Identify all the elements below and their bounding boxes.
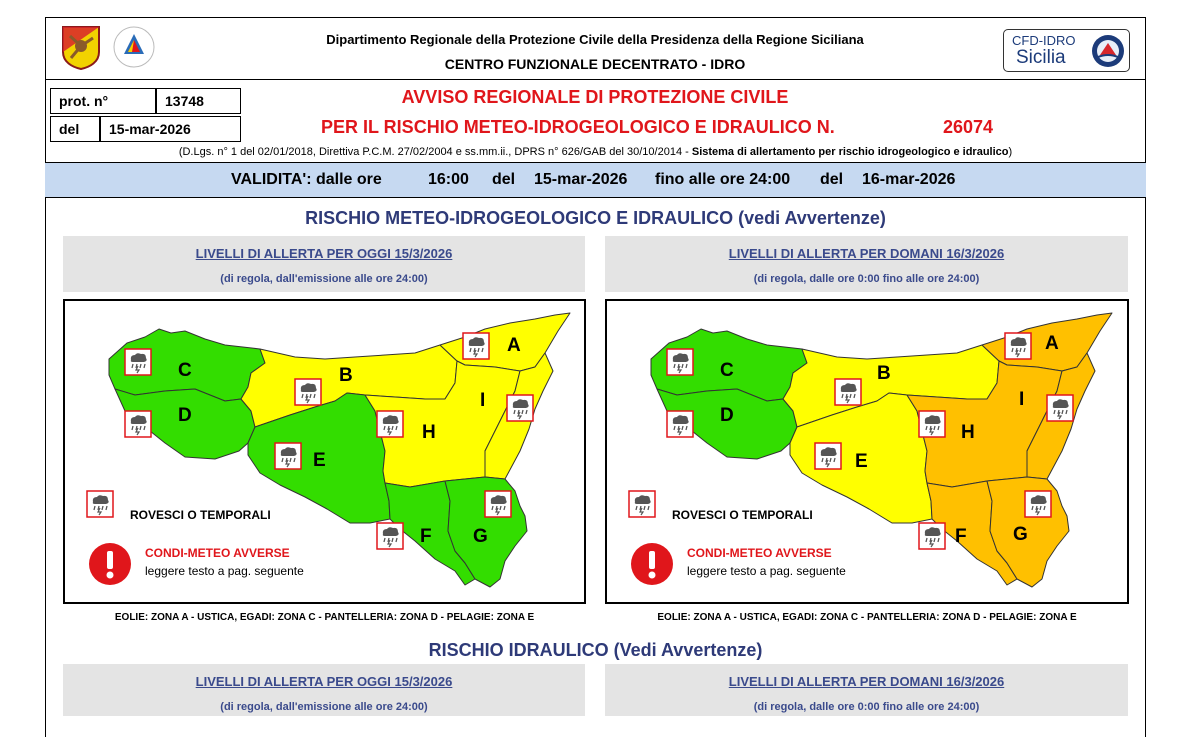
tomorrow-header-sub: (di regola, dalle ore 0:00 fino alle ore 24:00) [753,273,980,285]
date-value-cell [100,116,241,142]
storm-icon [377,411,403,437]
today-header-title: LIVELLI DI ALLERTA PER OGGI 15/3/2026 [195,246,453,261]
storm-icon [295,379,321,405]
law-reference-text: (D.Lgs. n° 1 del 02/01/2018, Direttiva P.C.M. 27/02/2004 e ss.mm.ii., DPRS n° 626/GAB del 30/10/2014 - [178,146,692,158]
zone-label-g-today: G [473,526,488,547]
center-name: CENTRO FUNZIONALE DECENTRATO - IDRO [444,56,746,72]
legend-storms-tomorrow: ROVESCI O TEMPORALI [672,508,813,522]
storm-icon [507,395,533,421]
storm-icon [463,333,489,359]
title-line2: PER IL RISCHIO METEO-IDROGEOLOGICO E IDRAULICO N. [321,117,835,137]
storm-icon [835,379,861,405]
legend-adverse-sub-today: leggere testo a pag. seguente [145,564,304,578]
storm-icon [1047,395,1073,421]
badge-top-text: CFD-IDRO [1012,33,1076,48]
validity-del2: del [820,171,844,188]
prot-label: prot. n° [59,93,109,109]
section1-title: RISCHIO METEO-IDROGEOLOGICO E IDRAULICO (vedi Avvertenze) [305,208,886,228]
legend-adverse-title-tomorrow: CONDI-METEO AVVERSE [687,546,832,560]
storm-icon [485,491,511,517]
zone-label-f-tomorrow: F [955,526,967,547]
protezione-civile-logo [108,24,160,70]
map-tomorrow [605,299,1129,604]
storm-icon [125,411,151,437]
zone-label-i-tomorrow: I [1019,389,1025,410]
hydraulic-tomorrow-header-box [605,664,1128,716]
zone-label-h-today: H [422,422,436,443]
storm-icon [1025,491,1051,517]
zone-label-f-today: F [420,526,432,547]
title-line1: AVVISO REGIONALE DI PROTEZIONE CIVILE [401,87,789,107]
hydraulic-today-sub: (di regola, dall'emissione alle ore 24:00) [220,701,428,713]
zone-label-c-today: C [178,360,192,381]
hydraulic-today-title: LIVELLI DI ALLERTA PER OGGI 15/3/2026 [195,674,453,689]
prot-label-cell [50,88,156,114]
validity-del1: del [492,171,516,188]
legend-storm-icon [629,491,655,517]
zone-label-d-today: D [178,405,192,426]
date-label-cell [50,116,100,142]
legend-storm-icon [87,491,113,517]
tomorrow-header-title: LIVELLI DI ALLERTA PER DOMANI 16/3/2026 [728,246,1005,261]
zone-label-e-tomorrow: E [855,451,868,472]
hydraulic-tomorrow-sub: (di regola, dalle ore 0:00 fino alle ore 24:00) [753,701,980,713]
sicily-map-tomorrow [607,301,1127,602]
law-reference-bold: Sistema di allertamento per rischio idrogeologico e idraulico [691,146,1009,158]
date-label: del [59,121,80,137]
today-header-box [63,236,585,292]
cfd-emblem-icon [1090,33,1126,69]
zone-label-h-tomorrow: H [961,422,975,443]
zone-label-d-tomorrow: D [720,405,734,426]
storm-icon [667,349,693,375]
prot-value: 13748 [165,93,204,109]
islands-note-today: EOLIE: ZONA A - USTICA, EGADI: ZONA C - PANTELLERIA: ZONA D - PELAGIE: ZONA E [114,612,535,623]
law-reference [45,146,1146,158]
storm-icon [377,523,403,549]
legend-storms-today: ROVESCI O TEMPORALI [130,508,271,522]
storm-icon [815,443,841,469]
hydraulic-today-header-box [63,664,585,716]
law-reference-end: ) [1008,146,1013,158]
prot-value-cell [156,88,241,114]
section2-title: RISCHIO IDRAULICO (Vedi Avvertenze) [428,640,763,660]
tomorrow-header-box [605,236,1128,292]
zone-label-b-tomorrow: B [877,363,891,384]
zone-label-a-today: A [507,335,521,356]
zone-label-c-tomorrow: C [720,360,734,381]
validity-bar [45,162,1146,198]
sicily-region-logo [60,24,102,70]
zone-label-g-tomorrow: G [1013,524,1028,545]
islands-note-tomorrow: EOLIE: ZONA A - USTICA, EGADI: ZONA C - PANTELLERIA: ZONA D - PELAGIE: ZONA E [657,612,1077,623]
date-value: 15-mar-2026 [109,121,191,137]
storm-icon [275,443,301,469]
validity-label: VALIDITA': dalle ore [231,171,382,188]
storm-icon [667,411,693,437]
validity-from-date: 15-mar-2026 [534,171,628,188]
adverse-conditions-icon [89,543,131,585]
zone-label-b-today: B [339,365,353,386]
cfd-idro-badge [1003,29,1130,72]
zone-label-i-today: I [480,390,486,411]
badge-bottom-text: Sicilia [1016,47,1066,68]
legend-adverse-sub-tomorrow: leggere testo a pag. seguente [687,564,846,578]
storm-icon [125,349,151,375]
zone-label-a-tomorrow: A [1045,333,1059,354]
sicily-map-today [65,301,584,602]
department-name: Dipartimento Regionale della Protezione Civile della Presidenza della Regione Siciliana [326,32,864,47]
today-header-sub: (di regola, dall'emissione alle ore 24:00) [220,273,428,285]
notice-number: 26074 [943,117,994,137]
storm-icon [919,411,945,437]
hydraulic-tomorrow-title: LIVELLI DI ALLERTA PER DOMANI 16/3/2026 [728,674,1005,689]
validity-from-time: 16:00 [428,171,469,188]
validity-until: fino alle ore 24:00 [655,171,791,188]
adverse-conditions-icon [631,543,673,585]
header-divider [45,79,1146,80]
storm-icon [1005,333,1031,359]
zone-label-e-today: E [313,450,326,471]
map-today [63,299,586,604]
storm-icon [919,523,945,549]
validity-to-date: 16-mar-2026 [862,171,956,188]
legend-adverse-title-today: CONDI-METEO AVVERSE [145,546,290,560]
